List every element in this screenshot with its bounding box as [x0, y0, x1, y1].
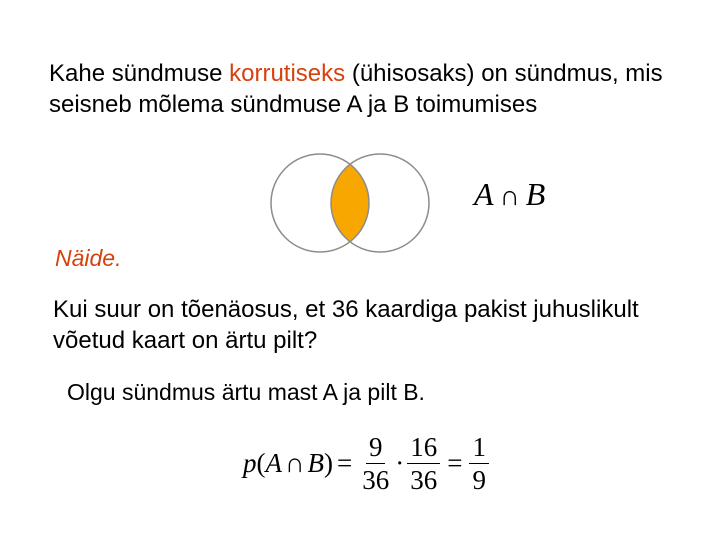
- example-assumption: Olgu sündmus ärtu mast A ja pilt B.: [67, 379, 425, 405]
- highlighted-term: korrutiseks: [229, 60, 346, 87]
- notation-b: B: [525, 176, 546, 212]
- fraction-2-denominator: 36: [410, 464, 438, 495]
- example-question: Kui suur on tõenäosus, et 36 kaardiga pakist juhuslikult võetud kaart on ärtu pilt?: [53, 296, 639, 354]
- fraction-3-denominator: 9: [472, 464, 486, 495]
- definition-text-start: Kahe sündmuse: [49, 60, 230, 87]
- fraction-1: [359, 432, 392, 495]
- formula-intersection-symbol: ∩: [285, 447, 305, 478]
- definition-paragraph: [49, 58, 689, 120]
- fraction-1-numerator: 9: [366, 432, 386, 464]
- venn-diagram: [268, 152, 438, 257]
- probability-formula: [243, 428, 492, 498]
- formula-b: B: [307, 447, 324, 478]
- definition-text-end: (ühisosaks) on sündmus, mis seisneb mõlema sündmuse A ja B toimumises: [49, 60, 663, 118]
- formula-function: p: [243, 447, 257, 478]
- formula-close-paren: ): [324, 447, 333, 478]
- multiplication-dot: ·: [395, 447, 405, 478]
- equals-sign-2: =: [447, 447, 463, 478]
- notation-a: A: [474, 176, 494, 212]
- formula-a: A: [265, 447, 282, 478]
- equals-sign: =: [337, 447, 353, 478]
- fraction-3: [469, 432, 489, 495]
- intersection-symbol: ∩: [499, 181, 520, 212]
- fraction-2-numerator: 16: [407, 432, 440, 464]
- fraction-1-denominator: 36: [362, 464, 390, 495]
- fraction-2: [407, 432, 440, 495]
- example-label: Näide.: [55, 245, 122, 271]
- formula-open-paren: (: [256, 447, 266, 478]
- fraction-3-numerator: 1: [469, 432, 489, 464]
- intersection-notation: [474, 176, 545, 213]
